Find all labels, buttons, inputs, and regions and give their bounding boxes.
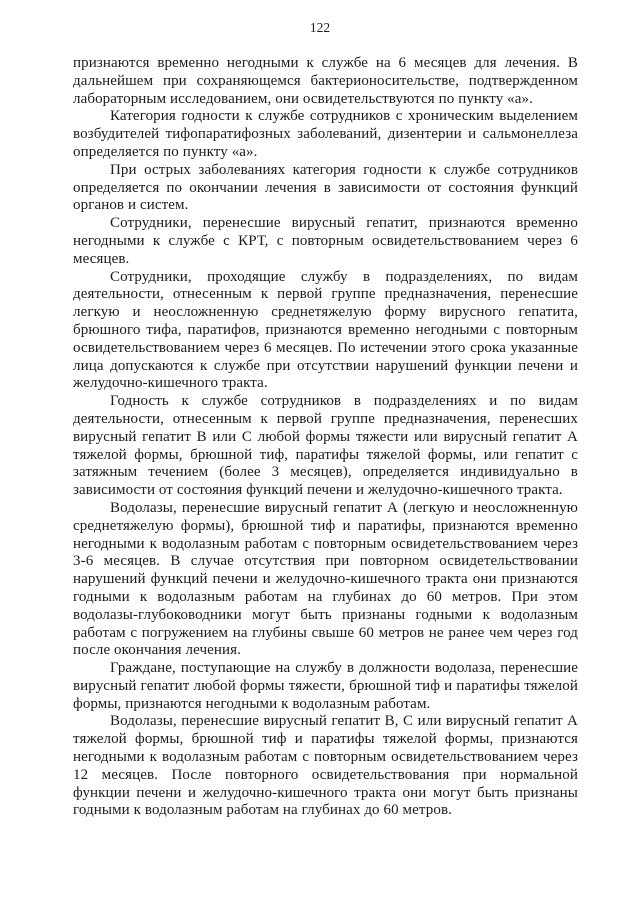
paragraph: Граждане, поступающие на службу в должности водолаза, перенесшие вирусный гепатит любой формы тяжести, брюшной тиф и паратифы тяжелой формы, признаются негодными к водолазным работам. <box>73 660 578 712</box>
paragraph: признаются временно негодными к службе на 6 месяцев для лечения. В дальнейшем при сохраняющемся бактерионосительстве, подтвержденном лабораторным исследованием, они освидетельствуются по пункту «а». <box>73 55 578 107</box>
document-body <box>73 55 578 820</box>
page-number: 122 <box>309 20 331 35</box>
paragraph: Водолазы, перенесшие вирусный гепатит А (легкую и неосложненную среднетяжелую формы), брюшной тиф и паратифы, признаются временно негодными к водолазным работам с повторным освидетельствованием через 3-6 месяцев. В случае отсутствия при повторном освидетельствовании нарушений функций печени и желудочно-кишечного тракта они признаются годными к водолазным работам на глубинах до 60 метров. При этом водолазы-глубоководники могут быть признаны годными к водолазным работам с погружением на глубины свыше 60 метров не ранее чем через год после окончания лечения. <box>73 499 578 659</box>
paragraph: При острых заболеваниях категория годности к службе сотрудников определяется по окончании лечения в зависимости от состояния функций органов и систем. <box>73 161 578 214</box>
paragraph: Категория годности к службе сотрудников с хроническим выделением возбудителей тифопаратифозных заболеваний, дизентерии и сальмонеллеза определяется по пункту «а». <box>73 108 578 160</box>
paragraph: Водолазы, перенесшие вирусный гепатит В, С или вирусный гепатит А тяжелой формы, брюшной тиф и паратифы тяжелой формы, признаются негодными к водолазным работам с повторным освидетельствованием через 12 месяцев. После повторного освидетельствования при нормальной функции печени и желудочно-кишечного тракта они могут быть признаны годными к водолазным работам на глубинах до 60 метров. <box>73 713 578 819</box>
paragraph: Сотрудники, проходящие службу в подразделениях, по видам деятельности, отнесенным к первой группе предназначения, перенесшие легкую и неосложненную среднетяжелую форму вирусного гепатита, брюшного тифа, паратифов, признаются временно негодными с повторным освидетельствованием через 6 месяцев. По истечении этого срока указанные лица допускаются к службе при отсутствии нарушений функции печени и желудочно-кишечного тракта. <box>73 268 578 392</box>
paragraph: Годность к службе сотрудников в подразделениях и по видам деятельности, отнесенным к первой группе предназначения, перенесших вирусный гепатит В или С любой формы тяжести или вирусный гепатит А тяжелой формы, брюшной тиф, паратифы тяжелой формы, или гепатит с затяжным течением (более 3 месяцев), определяется индивидуально в зависимости от состояния функций печени и желудочно-кишечного тракта. <box>73 393 578 499</box>
paragraph: Сотрудники, перенесшие вирусный гепатит, признаются временно негодными к службе с КРТ, с повторным освидетельствованием через 6 месяцев. <box>73 215 578 267</box>
